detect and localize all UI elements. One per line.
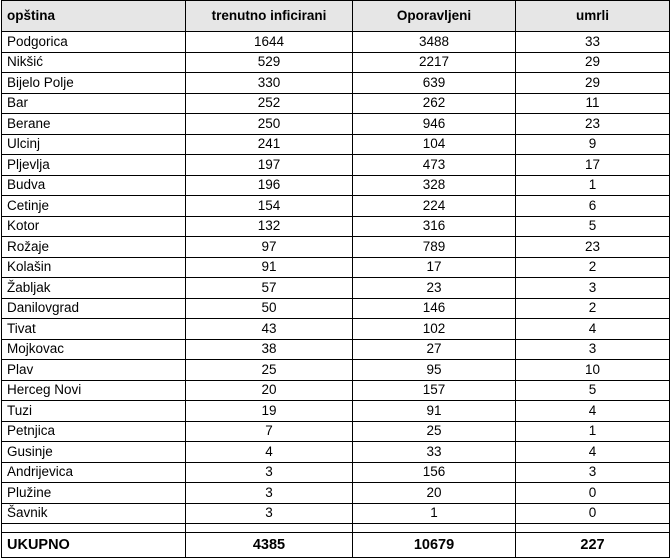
municipality-cell: Nikšić (2, 52, 186, 73)
table-row (2, 462, 670, 483)
total-infected: 4385 (186, 533, 353, 558)
recovered-cell: 328 (353, 175, 516, 196)
infected-cell: 50 (186, 298, 353, 319)
infected-cell: 57 (186, 278, 353, 299)
municipality-cell: Berane (2, 114, 186, 135)
deaths-cell: 23 (516, 237, 670, 258)
deaths-cell: 0 (516, 503, 670, 524)
municipality-cell: Budva (2, 175, 186, 196)
infected-cell: 91 (186, 257, 353, 278)
municipality-cell: Tuzi (2, 401, 186, 422)
table-row (2, 421, 670, 442)
deaths-cell: 11 (516, 93, 670, 114)
header-deaths: umrli (516, 1, 670, 32)
infected-cell: 3 (186, 503, 353, 524)
municipality-cell: Šavnik (2, 503, 186, 524)
deaths-cell: 2 (516, 257, 670, 278)
municipality-cell: Ulcinj (2, 134, 186, 155)
deaths-cell: 3 (516, 339, 670, 360)
municipality-cell: Plav (2, 360, 186, 381)
table-row (2, 93, 670, 114)
municipality-cell: Bijelo Polje (2, 73, 186, 94)
deaths-cell: 6 (516, 196, 670, 217)
header-recovered: Oporavljeni (353, 1, 516, 32)
recovered-cell: 473 (353, 155, 516, 176)
municipality-cell: Kotor (2, 216, 186, 237)
table-row (2, 32, 670, 53)
municipality-cell: Andrijevica (2, 462, 186, 483)
municipality-cell: Bar (2, 93, 186, 114)
recovered-cell: 2217 (353, 52, 516, 73)
deaths-cell: 4 (516, 319, 670, 340)
deaths-cell: 2 (516, 298, 670, 319)
deaths-cell: 3 (516, 462, 670, 483)
deaths-cell: 23 (516, 114, 670, 135)
infected-cell: 529 (186, 52, 353, 73)
spacer-cell (2, 524, 186, 533)
recovered-cell: 95 (353, 360, 516, 381)
deaths-cell: 33 (516, 32, 670, 53)
recovered-cell: 17 (353, 257, 516, 278)
recovered-cell: 946 (353, 114, 516, 135)
table-row (2, 216, 670, 237)
table-row (2, 257, 670, 278)
infected-cell: 19 (186, 401, 353, 422)
deaths-cell: 4 (516, 401, 670, 422)
recovered-cell: 33 (353, 442, 516, 463)
municipality-cell: Mojkovac (2, 339, 186, 360)
table-row (2, 298, 670, 319)
table-row (2, 237, 670, 258)
table-row (2, 73, 670, 94)
recovered-cell: 25 (353, 421, 516, 442)
municipality-cell: Plužine (2, 483, 186, 504)
deaths-cell: 29 (516, 52, 670, 73)
header-currently-infected: trenutno inficirani (186, 1, 353, 32)
table-row (2, 503, 670, 524)
total-recovered: 10679 (353, 533, 516, 558)
spacer-cell (186, 524, 353, 533)
infected-cell: 97 (186, 237, 353, 258)
deaths-cell: 0 (516, 483, 670, 504)
table-row (2, 114, 670, 135)
recovered-cell: 157 (353, 380, 516, 401)
recovered-cell: 23 (353, 278, 516, 299)
table-row (2, 134, 670, 155)
deaths-cell: 3 (516, 278, 670, 299)
municipality-cell: Pljevlja (2, 155, 186, 176)
infected-cell: 4 (186, 442, 353, 463)
recovered-cell: 20 (353, 483, 516, 504)
table-row (2, 319, 670, 340)
municipality-cell: Danilovgrad (2, 298, 186, 319)
infected-cell: 154 (186, 196, 353, 217)
recovered-cell: 102 (353, 319, 516, 340)
total-row (2, 533, 670, 558)
recovered-cell: 262 (353, 93, 516, 114)
deaths-cell: 1 (516, 175, 670, 196)
municipality-cell: Podgorica (2, 32, 186, 53)
recovered-cell: 1 (353, 503, 516, 524)
infected-cell: 197 (186, 155, 353, 176)
municipality-cell: Žabljak (2, 278, 186, 299)
recovered-cell: 156 (353, 462, 516, 483)
municipality-cell: Cetinje (2, 196, 186, 217)
infected-cell: 3 (186, 462, 353, 483)
municipality-cell: Gusinje (2, 442, 186, 463)
deaths-cell: 17 (516, 155, 670, 176)
infected-cell: 3 (186, 483, 353, 504)
total-deaths: 227 (516, 533, 670, 558)
recovered-cell: 316 (353, 216, 516, 237)
municipality-cell: Tivat (2, 319, 186, 340)
table-row (2, 52, 670, 73)
recovered-cell: 3488 (353, 32, 516, 53)
table-row (2, 442, 670, 463)
deaths-cell: 10 (516, 360, 670, 381)
municipality-cell: Petnjica (2, 421, 186, 442)
recovered-cell: 91 (353, 401, 516, 422)
infected-cell: 196 (186, 175, 353, 196)
infected-cell: 330 (186, 73, 353, 94)
table-row (2, 175, 670, 196)
infected-cell: 7 (186, 421, 353, 442)
table-row (2, 339, 670, 360)
header-row (2, 1, 670, 32)
infected-cell: 241 (186, 134, 353, 155)
recovered-cell: 789 (353, 237, 516, 258)
infected-cell: 132 (186, 216, 353, 237)
total-label: UKUPNO (2, 533, 186, 558)
infected-cell: 1644 (186, 32, 353, 53)
table-row (2, 401, 670, 422)
deaths-cell: 5 (516, 380, 670, 401)
table-row (2, 155, 670, 176)
infected-cell: 38 (186, 339, 353, 360)
deaths-cell: 4 (516, 442, 670, 463)
spacer-cell (353, 524, 516, 533)
infected-cell: 252 (186, 93, 353, 114)
recovered-cell: 27 (353, 339, 516, 360)
deaths-cell: 9 (516, 134, 670, 155)
deaths-cell: 29 (516, 73, 670, 94)
table-row (2, 278, 670, 299)
recovered-cell: 224 (353, 196, 516, 217)
municipality-cell: Herceg Novi (2, 380, 186, 401)
municipality-cell: Rožaje (2, 237, 186, 258)
table-row (2, 483, 670, 504)
spacer-row (2, 524, 670, 533)
spacer-cell (516, 524, 670, 533)
municipality-cell: Kolašin (2, 257, 186, 278)
infected-cell: 20 (186, 380, 353, 401)
recovered-cell: 146 (353, 298, 516, 319)
deaths-cell: 5 (516, 216, 670, 237)
covid-municipality-table (1, 0, 670, 558)
table-row (2, 360, 670, 381)
recovered-cell: 104 (353, 134, 516, 155)
table-row (2, 380, 670, 401)
infected-cell: 250 (186, 114, 353, 135)
header-municipality: opština (2, 1, 186, 32)
recovered-cell: 639 (353, 73, 516, 94)
infected-cell: 43 (186, 319, 353, 340)
deaths-cell: 1 (516, 421, 670, 442)
infected-cell: 25 (186, 360, 353, 381)
table-row (2, 196, 670, 217)
